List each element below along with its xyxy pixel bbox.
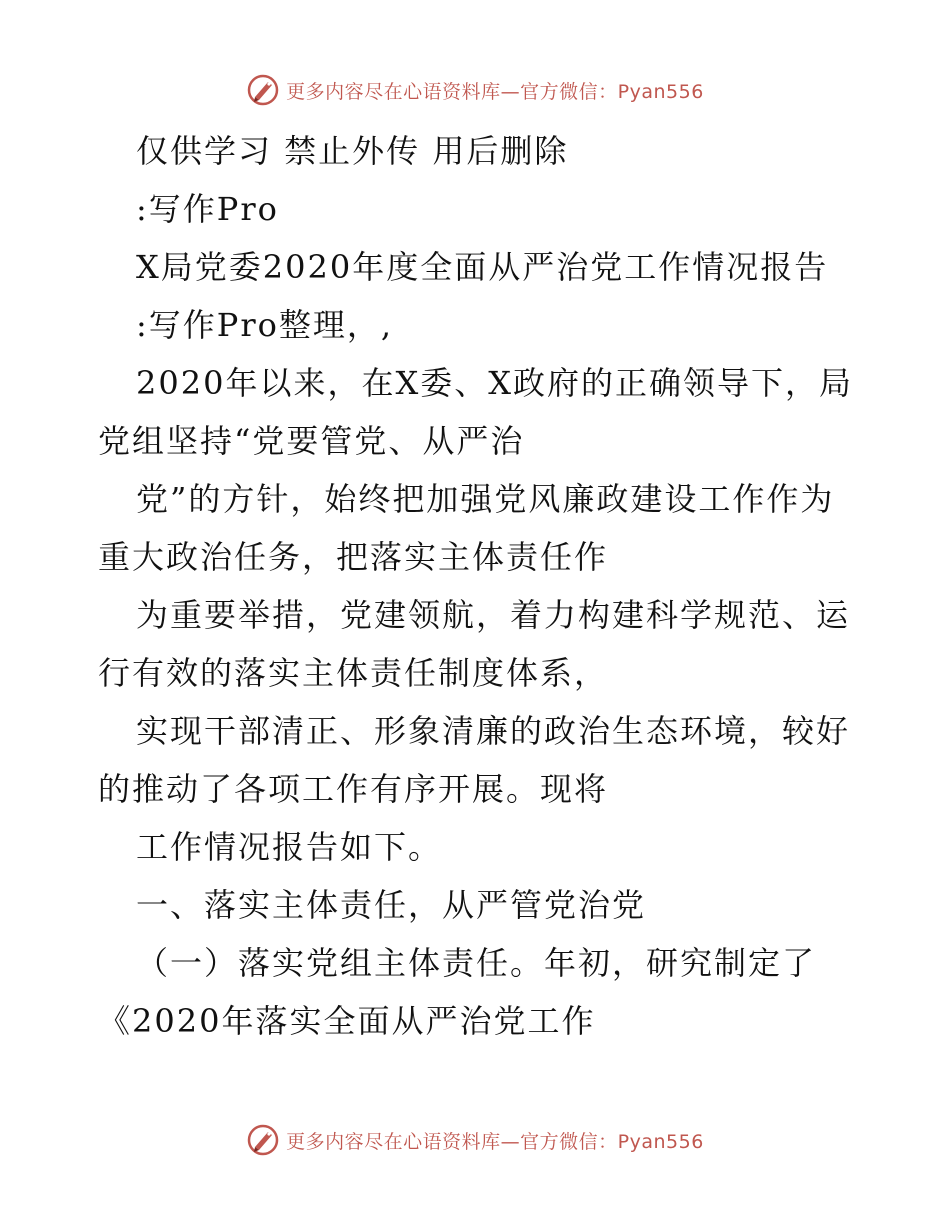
paragraph-line: 2020年以来，在X委、X政府的正确领导下，局 [136, 364, 854, 402]
banner-text: 更多内容尽在心语资料库—官方微信：Pyan556 [286, 80, 704, 103]
header-banner [0, 70, 950, 110]
paragraph-line: 党组坚持“党要管党、从严治 [98, 422, 525, 460]
paragraph-line: 的推动了各项工作有序开展。现将 [98, 770, 609, 808]
pen-logo-icon [246, 73, 280, 107]
paragraph-line: 党”的方针，始终把加强党风廉政建设工作作为 [136, 480, 835, 518]
paragraph-line: 行有效的落实主体责任制度体系， [98, 654, 609, 692]
paragraph-line: 《2020年落实全面从严治党工作 [98, 1002, 596, 1040]
paragraph-line: 为重要举措，党建领航，着力构建科学规范、运 [136, 596, 851, 634]
paragraph-line: X局党委2020年度全面从严治党工作情况报告 [136, 248, 829, 286]
paragraph-line: 实现干部清正、形象清廉的政治生态环境，较好 [136, 712, 851, 750]
paragraph-line: （一）落实党组主体责任。年初，研究制定了 [136, 944, 817, 982]
paragraph-line: 重大政治任务，把落实主体责任作 [98, 538, 609, 576]
paragraph-line: :写作Pro [136, 190, 279, 228]
footer-banner [0, 1120, 950, 1160]
paragraph-line: :写作Pro整理，, [136, 306, 394, 344]
paragraph-line: 仅供学习 禁止外传 用后删除 [136, 132, 569, 170]
paragraph-line: 一、落实主体责任，从严管党治党 [136, 886, 647, 924]
document-body [98, 122, 858, 1050]
banner-text: 更多内容尽在心语资料库—官方微信：Pyan556 [286, 1130, 704, 1153]
paragraph-line: 工作情况报告如下。 [136, 828, 443, 866]
pen-logo-icon [246, 1123, 280, 1157]
